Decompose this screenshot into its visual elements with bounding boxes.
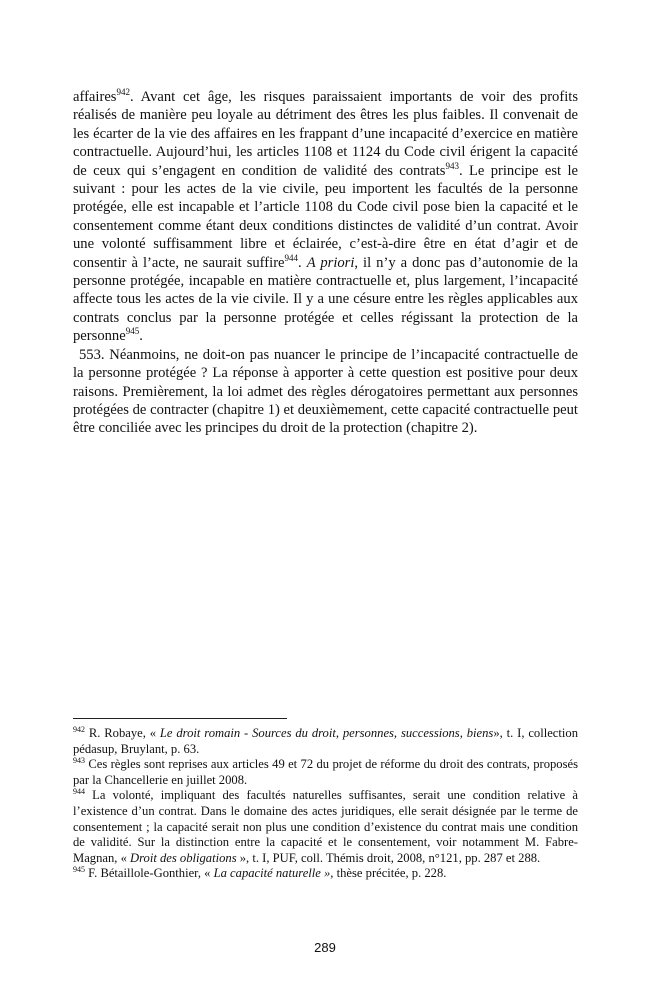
footnote-944 [73,788,578,866]
page-number: 289 [314,940,336,955]
footnote-separator [73,718,287,719]
footnote-number: 943 [73,756,85,766]
text-run: Ces règles sont reprises aux articles 49 et 72 du projet de réforme du droit des contrats, proposés par la Chancellerie en juillet 2008. [73,757,578,787]
text-run: . Avant cet âge, les risques paraissaient importants de voir des profits réalisés de manière peu loyale au détriment des êtres les plus faibles. Il convenait de les écarter de la vie des affaires en les frappant d’une incapacité d’exercice en matière contractuelle. Aujourd’hui, les articles 1108 et 1124 du Code civil érigent la capacité de ceux qui s’engagent en condition de validité des contrats [73,89,578,179]
paragraph-continuation [73,88,578,346]
footnote-number: 945 [73,865,85,875]
text-run: , il n’y a donc pas d’autonomie de la personne protégée, incapable en matière contractuelle et, plus largement, l’incapacité affecte tous les actes de la vie civile. Il y a une césure entre les règles applicables aux contrats conclus par la personne protégée et celles régissant la protection de la personne [73,254,578,345]
footnote-ref-944: 944 [284,252,299,263]
text-run: affaires [73,89,117,105]
footnote-number: 942 [73,725,85,734]
text-run: R. Robaye, « [85,726,160,740]
footnote-number: 944 [73,787,85,797]
footnote-ref-945: 945 [125,326,140,337]
footnote-945 [73,866,578,882]
paragraph-553: 553. Néanmoins, ne doit-on pas nuancer le principe de l’incapacité contractuelle de la personne protégée ? La réponse à apporter à cette question est positive pour deux raisons. Premièrement, la loi admet des règles dérogatoires permettant aux personnes protégées de contracter (chapitre 1) et deuxièmement, cette capacité contractuelle peut être conciliée avec les principes du droit de la protection (chapitre 2). [73,346,578,437]
footnote-942 [73,726,578,757]
text-run: . Le principe est le suivant : pour les actes de la vie civile, peu importent les facultés de la personne protégée, elle est incapable et l’article 1108 du Code civil pose bien la capacité et le consentement comme étant deux conditions distinctes de validité d’un contrat. Avoir une volonté suffisamment libre et éclairée, c’est-à-dire être en état d’agir et de consentir à l’acte, ne saurait suffire [73,162,578,271]
text-run: . [298,254,307,271]
text-run: . [139,328,143,345]
italic-text: La capacité naturelle », [213,866,334,881]
footnote-ref-943: 943 [445,160,459,171]
italic-text: A priori [306,254,355,271]
footnote-943 [73,757,578,788]
footnotes [73,726,578,882]
italic-text: Le droit romain - Sources du droit, personnes, successions, biens [159,726,494,740]
text-run: », t. I, collection pédasup, Bruylant, p. 63. [73,726,578,756]
italic-text: Droit des obligations [130,850,237,865]
text-run: », t. I, PUF, coll. Thémis droit, 2008, n°121, pp. 287 et 288. [236,850,541,865]
footnote-ref-942: 942 [116,87,130,97]
text-run: La volonté, impliquant des facultés naturelles suffisantes, serait une condition relative à l’existence d’un contrat. Dans le domaine des actes juridiques, elle serait désignée par le terme de consentement ; la capacité serait non plus une condition d’existence du contrat mais une condition de validité. Sur la distinction entre la capacité et le consentement, voir notamment M. Fabre-Magnan, « [73,788,578,865]
text-run: F. Bétaillole-Gonthier, « [85,866,214,881]
body-text [73,88,578,438]
text-run: thèse précitée, p. 228. [333,866,447,881]
